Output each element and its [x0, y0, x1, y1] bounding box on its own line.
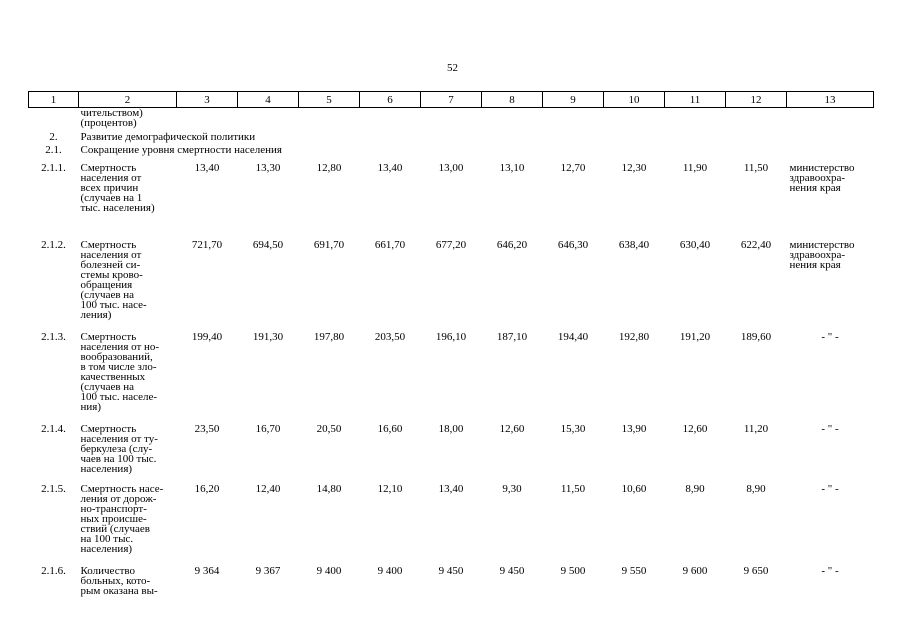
- header-cell: 4: [238, 92, 299, 108]
- row-number: 2.1.6.: [41, 565, 66, 577]
- value-cell: 9 500: [560, 565, 586, 577]
- section-row: [29, 128, 874, 145]
- value-cell: 11,50: [560, 483, 586, 495]
- header-cell: 3: [177, 92, 238, 108]
- value-cell: 11,90: [682, 162, 708, 174]
- header-cell: 5: [299, 92, 360, 108]
- value-cell: 9,30: [502, 483, 522, 495]
- value-cell: 12,70: [560, 162, 586, 174]
- value-cell: 13,40: [194, 162, 220, 174]
- value-cell: 191,30: [252, 331, 284, 343]
- table-header: [29, 92, 874, 108]
- header-row: [29, 92, 874, 108]
- row-number: 2.1.5.: [41, 483, 66, 495]
- section-title: Развитие демографической политики: [80, 131, 256, 143]
- value-cell: 13,90: [621, 423, 647, 435]
- header-cell: 2: [79, 92, 177, 108]
- value-cell: 13,30: [255, 162, 281, 174]
- value-cell: 13,40: [377, 162, 403, 174]
- indicator-name: Смертность насе- ления от дорож- но-транспорт- ных происше- ствий (случаев на 100 тыс. населения): [80, 483, 164, 555]
- row-number: 2.1.4.: [41, 423, 66, 435]
- value-cell: 12,40: [255, 483, 281, 495]
- header-cell: 11: [665, 92, 726, 108]
- value-cell: 638,40: [618, 239, 650, 251]
- value-cell: 187,10: [496, 331, 528, 343]
- value-cell: 661,70: [374, 239, 406, 251]
- value-cell: 9 364: [194, 565, 220, 577]
- value-cell: 20,50: [316, 423, 342, 435]
- value-cell: 15,30: [560, 423, 586, 435]
- subsection-number: 2.1.: [45, 144, 62, 156]
- table-row: [29, 566, 874, 596]
- value-cell: 197,80: [313, 331, 345, 343]
- value-cell: 191,20: [679, 331, 711, 343]
- value-cell: 196,10: [435, 331, 467, 343]
- value-cell: 11,50: [743, 162, 769, 174]
- value-cell: 23,50: [194, 423, 220, 435]
- continuation-row: [29, 108, 874, 129]
- value-cell: 16,60: [377, 423, 403, 435]
- header-cell: 7: [421, 92, 482, 108]
- row-number: 2.1.2.: [41, 239, 66, 251]
- value-cell: 16,20: [194, 483, 220, 495]
- value-cell: 630,40: [679, 239, 711, 251]
- header-cell: 12: [726, 92, 787, 108]
- value-cell: 189,60: [740, 331, 772, 343]
- table-row: [29, 332, 874, 424]
- header-cell: 13: [787, 92, 874, 108]
- responsible-cell: - " -: [821, 331, 839, 343]
- subsection-title: Сокращение уровня смертности населения: [80, 144, 282, 156]
- value-cell: 9 450: [438, 565, 464, 577]
- value-cell: 677,20: [435, 239, 467, 251]
- section-number: 2.: [49, 131, 58, 143]
- page-number: 52: [447, 62, 458, 74]
- row-number: 2.1.1.: [41, 162, 66, 174]
- value-cell: 12,60: [499, 423, 525, 435]
- value-cell: 9 400: [316, 565, 342, 577]
- value-cell: 192,80: [618, 331, 650, 343]
- value-cell: 199,40: [191, 331, 223, 343]
- indicator-name: Смертность населения от ту- беркулеза (слу- чаев на 100 тыс. населения): [80, 423, 158, 475]
- table-row: [29, 424, 874, 484]
- value-cell: 9 650: [743, 565, 769, 577]
- value-cell: 10,60: [621, 483, 647, 495]
- value-cell: 9 450: [499, 565, 525, 577]
- value-cell: 11,20: [743, 423, 769, 435]
- header-cell: 9: [543, 92, 604, 108]
- indicator-name: Смертность населения от болезней си- стемы крово- обращения (случаев на 100 тыс. насе- ления): [80, 239, 147, 321]
- continuation-text: чительством) (процентов): [80, 107, 143, 129]
- value-cell: 14,80: [316, 483, 342, 495]
- header-cell: 8: [482, 92, 543, 108]
- value-cell: 646,30: [557, 239, 589, 251]
- value-cell: 13,10: [499, 162, 525, 174]
- value-cell: 9 367: [255, 565, 281, 577]
- indicator-name: Количество больных, кото- рым оказана вы-: [80, 565, 158, 597]
- value-cell: 203,50: [374, 331, 406, 343]
- value-cell: 691,70: [313, 239, 345, 251]
- responsible-cell: - " -: [821, 483, 839, 495]
- header-cell: 1: [29, 92, 79, 108]
- responsible-cell: - " -: [821, 565, 839, 577]
- table-row: [29, 240, 874, 332]
- row-number: 2.1.3.: [41, 331, 66, 343]
- subsection-row: [29, 145, 874, 163]
- value-cell: 9 600: [682, 565, 708, 577]
- value-cell: 9 550: [621, 565, 647, 577]
- value-cell: 12,80: [316, 162, 342, 174]
- value-cell: 12,60: [682, 423, 708, 435]
- indicators-table: [28, 91, 874, 596]
- responsible-cell: министерство здравоохра- нения края: [789, 239, 855, 271]
- value-cell: 694,50: [252, 239, 284, 251]
- value-cell: 18,00: [438, 423, 464, 435]
- indicator-name: Смертность населения от всех причин (случаев на 1 тыс. населения): [80, 162, 155, 214]
- value-cell: 16,70: [255, 423, 281, 435]
- table-row: [29, 163, 874, 240]
- responsible-cell: - " -: [821, 423, 839, 435]
- value-cell: 12,10: [377, 483, 403, 495]
- value-cell: 646,20: [496, 239, 528, 251]
- indicator-name: Смертность населения от но- вообразований, в том числе зло- качественных (случаев на 100 тыс. населе- ния): [80, 331, 160, 413]
- value-cell: 13,40: [438, 483, 464, 495]
- table-row: [29, 484, 874, 566]
- responsible-cell: министерство здравоохра- нения края: [789, 162, 855, 194]
- value-cell: 194,40: [557, 331, 589, 343]
- value-cell: 9 400: [377, 565, 403, 577]
- value-cell: 622,40: [740, 239, 772, 251]
- header-cell: 10: [604, 92, 665, 108]
- value-cell: 8,90: [746, 483, 766, 495]
- value-cell: 12,30: [621, 162, 647, 174]
- value-cell: 8,90: [685, 483, 705, 495]
- indicators-table-container: [28, 91, 873, 596]
- header-cell: 6: [360, 92, 421, 108]
- value-cell: 721,70: [191, 239, 223, 251]
- value-cell: 13,00: [438, 162, 464, 174]
